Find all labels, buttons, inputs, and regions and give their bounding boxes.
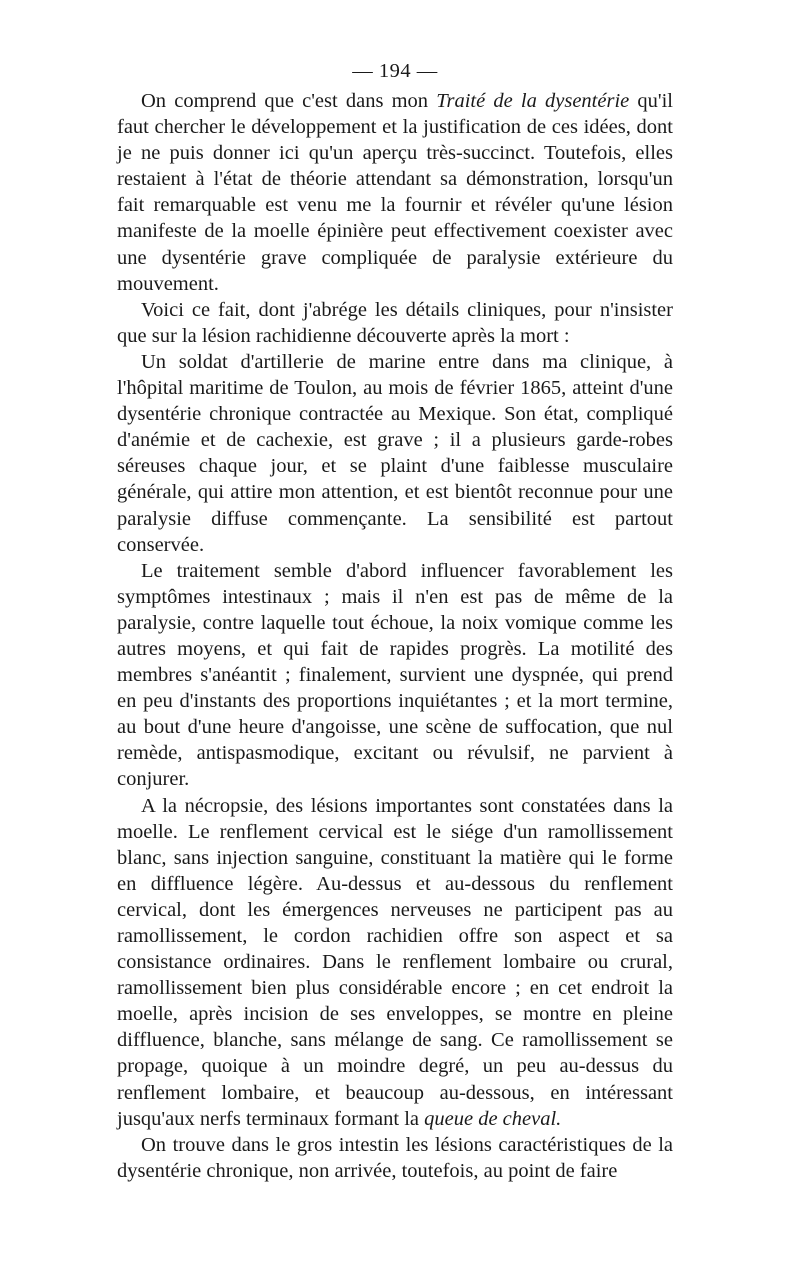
paragraph-4-text: Le traitement semble d'abord influencer favorablement les symptômes intestinaux ; mais il n'en est pas de même de la paralysie, contre laquelle tout échoue, la noix vomique comme les autres moyens, et qui fait de rapides progrès. La motilité des membres s'anéantit ; finalement, survient une dyspnée, qui prend en peu d'instants des proportions inquiétantes ; et la mort termine, au bout d'une heure d'angoisse, une scène de suffocation, que nul remède, antispasmodique, excitant ou révulsif, ne parvient à conjurer.	[117, 559, 673, 791]
book-page	[117, 58, 673, 1184]
paragraph-3-text: Un soldat d'artillerie de marine entre dans ma clinique, à l'hôpital maritime de Toulon, au mois de février 1865, atteint d'une dysentérie chronique contractée au Mexique. Son état, compliqué d'anémie et de cachexie, est grave ; il a plusieurs garde-robes séreuses chaque jour, et se plaint d'une faiblesse musculaire générale, qui attire mon attention, et est bientôt reconnue pour une paralysie diffuse commençante. La sensibilité est partout conservée.	[117, 350, 673, 556]
paragraph-5-text: A la nécropsie, des lésions importantes sont constatées dans la moelle. Le renflement cervical est le siége d'un ramollissement blanc, sans injection sanguine, constituant la matière qui le forme en diffluence légère. Au-dessus et au-dessous du renflement cervical, dont les émergences nerveuses ne participent pas au ramollissement, le cordon rachidien offre son aspect et sa consistance ordinaires. Dans le renflement lombaire ou crural, ramollissement bien plus considérable encore ; en cet endroit la moelle, après incision de ses enveloppes, se montre en pleine diffluence, blanche, sans mélange de sang. Ce ramollissement se propage, quoique à un moindre degré, un peu au-dessus du renflement lombaire, et beaucoup au-dessous, en intéressant jusqu'aux nerfs terminaux formant la	[117, 794, 673, 1130]
paragraph-1-italic-title: Traité de la dysentérie	[436, 90, 630, 112]
page-number: — 194 —	[352, 60, 438, 82]
paragraph-1	[117, 88, 673, 297]
paragraph-4	[117, 558, 673, 793]
paragraph-5-italic-term: queue de cheval.	[424, 1107, 562, 1130]
paragraph-2-text: Voici ce fait, dont j'abrége les détails cliniques, pour n'insister que sur la lésion rachidienne découverte après la mort :	[117, 298, 673, 347]
paragraph-3	[117, 349, 673, 558]
paragraph-6	[117, 1132, 673, 1184]
paragraph-2	[117, 297, 673, 349]
paragraph-6-text: On trouve dans le gros intestin les lésions caractéristiques de la dysentérie chronique, non arrivée, toutefois, au point de faire	[117, 1133, 673, 1182]
paragraph-1-text-start: On comprend que c'est dans mon	[141, 90, 437, 112]
paragraph-5	[117, 793, 673, 1132]
paragraph-1-text-end: qu'il faut chercher le développement et la justification de ces idées, dont je ne puis donner ici qu'un aperçu très-succinct. Toutefois, elles restaient à l'état de théorie attendant sa démonstration, lorsqu'un fait remarquable est venu me la fournir et révéler qu'une lésion manifeste de la moelle épinière peut effectivement coexister avec une dysentérie grave compliquée de paralysie extérieure du mouvement.	[117, 90, 674, 295]
